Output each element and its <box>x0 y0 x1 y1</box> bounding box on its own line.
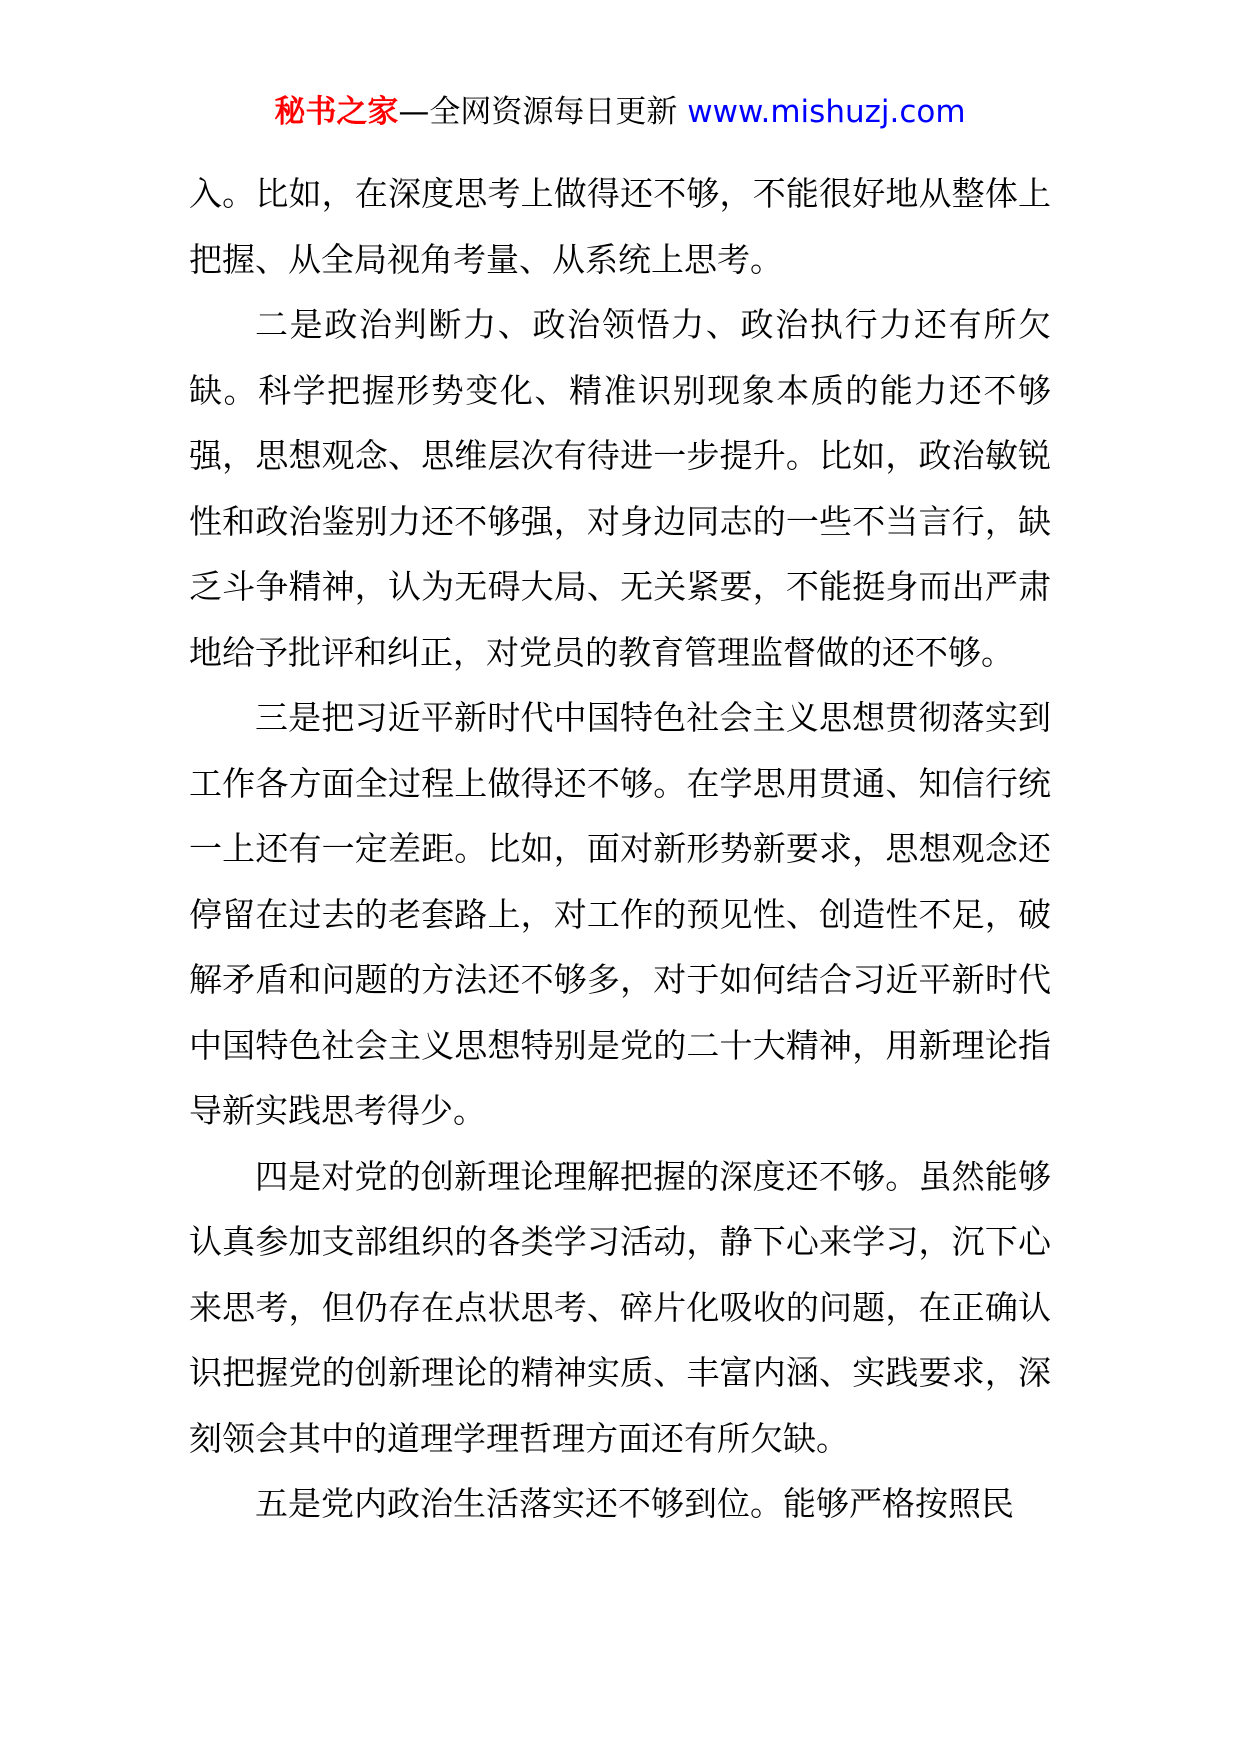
paragraph-point-five: 五是党内政治生活落实还不够到位。能够严格按照民 <box>255 1484 1014 1523</box>
paragraph-continuation: 入。比如，在深度思考上做得还不够，不能很好地从整体上把握、从全局视角考量、从系统上思考。 <box>189 174 1051 279</box>
paragraph-point-four: 四是对党的创新理论理解把握的深度还不够。虽然能够认真参加支部组织的各类学习活动，静下心来学习，沉下心来思考，但仍存在点状思考、碎片化吸收的问题，在正确认识把握党的创新理论的精神实质、丰富内涵、实践要求，深刻领会其中的道理学理哲理方面还有所欠缺。 <box>189 1156 1051 1458</box>
site-slogan: —全网资源每日更新 <box>398 94 678 130</box>
paragraph-point-three: 三是把习近平新时代中国特色社会主义思想贯彻落实到工作各方面全过程上做得还不够。在学思用贯通、知信行统一上还有一定差距。比如，面对新形势新要求，思想观念还停留在过去的老套路上，对工作的预见性、创造性不足，破解矛盾和问题的方法还不够多，对于如何结合习近平新时代中国特色社会主义思想特别是党的二十大精神，用新理论指导新实践思考得少。 <box>189 698 1051 1130</box>
document-body <box>189 161 1051 1537</box>
paragraph-point-two: 二是政治判断力、政治领悟力、政治执行力还有所欠缺。科学把握形势变化、精准识别现象本质的能力还不够强，思想观念、思维层次有待进一步提升。比如，政治敏锐性和政治鉴别力还不够强，对身边同志的一些不当言行，缺乏斗争精神，认为无碍大局、无关紧要，不能挺身而出严肃地给予批评和纠正，对党员的教育管理监督做的还不够。 <box>189 305 1051 672</box>
site-brand: 秘书之家 <box>274 94 399 130</box>
page-header <box>0 92 1240 132</box>
site-url-link[interactable]: www.mishuzj.com <box>687 94 966 130</box>
